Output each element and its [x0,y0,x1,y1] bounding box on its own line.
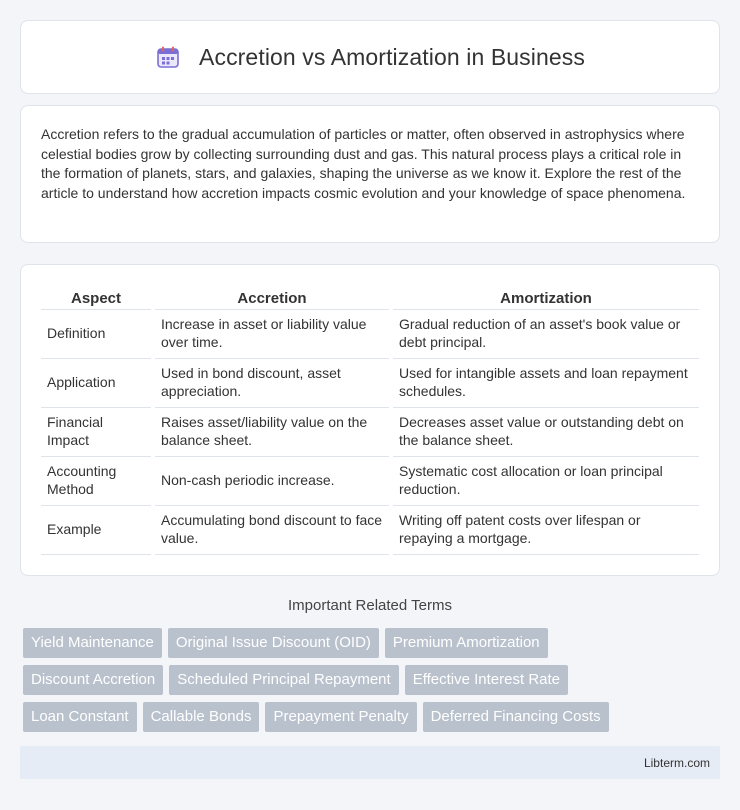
table-row [41,407,699,456]
table-row [41,505,699,554]
intro-paragraph: Accretion refers to the gradual accumulation of particles or matter, often observed in astrophysics where celestial bodies grow by collecting surrounding dust and gas. This natural process plays a critical role in the formation of planets, stars, and galaxies, shaping the universe as we know it. Explore the rest of the article to understand how accretion impacts cosmic evolution and your knowledge of space phenomena. [41,126,686,201]
related-term-tag[interactable]: Premium Amortization [385,628,548,658]
related-term-tag[interactable]: Scheduled Principal Repayment [169,665,398,695]
row-aspect: Financial Impact [41,407,153,456]
related-term-tag[interactable]: Discount Accretion [23,665,163,695]
row-accretion: Increase in asset or liability value over time. [153,309,391,358]
table-row [41,358,699,407]
related-terms-list [23,628,723,739]
table-header-row [41,285,699,309]
related-term-tag[interactable]: Effective Interest Rate [405,665,568,695]
row-aspect: Accounting Method [41,456,153,505]
row-amortization: Used for intangible assets and loan repayment schedules. [391,358,699,407]
row-amortization: Decreases asset value or outstanding debt on the balance sheet. [391,407,699,456]
intro-card [20,105,720,243]
row-accretion: Accumulating bond discount to face value. [153,505,391,554]
row-aspect: Application [41,358,153,407]
related-term-tag[interactable]: Original Issue Discount (OID) [168,628,379,658]
related-term-tag[interactable]: Prepayment Penalty [265,702,416,732]
tag-row [23,702,723,732]
calendar-icon [155,44,181,70]
page-title: Accretion vs Amortization in Business [199,43,585,70]
row-accretion: Used in bond discount, asset appreciation. [153,358,391,407]
row-accretion: Raises asset/liability value on the balance sheet. [153,407,391,456]
related-term-tag[interactable]: Deferred Financing Costs [423,702,609,732]
comparison-table-card [20,264,720,576]
row-amortization: Writing off patent costs over lifespan or repaying a mortgage. [391,505,699,554]
row-amortization: Systematic cost allocation or loan principal reduction. [391,456,699,505]
row-accretion: Non-cash periodic increase. [153,456,391,505]
related-term-tag[interactable]: Callable Bonds [143,702,260,732]
table-row [41,309,699,358]
header-card [20,20,720,94]
footer [20,746,720,779]
header-amortization: Amortization [391,285,699,309]
header-aspect: Aspect [41,285,153,309]
row-aspect: Definition [41,309,153,358]
row-amortization: Gradual reduction of an asset's book value or debt principal. [391,309,699,358]
related-term-tag[interactable]: Loan Constant [23,702,137,732]
row-aspect: Example [41,505,153,554]
tag-row [23,628,723,658]
related-terms-title: Important Related Terms [288,597,452,614]
related-term-tag[interactable]: Yield Maintenance [23,628,162,658]
table-row [41,456,699,505]
header-accretion: Accretion [153,285,391,309]
comparison-table [41,285,699,555]
footer-site-link[interactable]: Libterm.com [643,755,710,770]
tag-row [23,665,723,695]
